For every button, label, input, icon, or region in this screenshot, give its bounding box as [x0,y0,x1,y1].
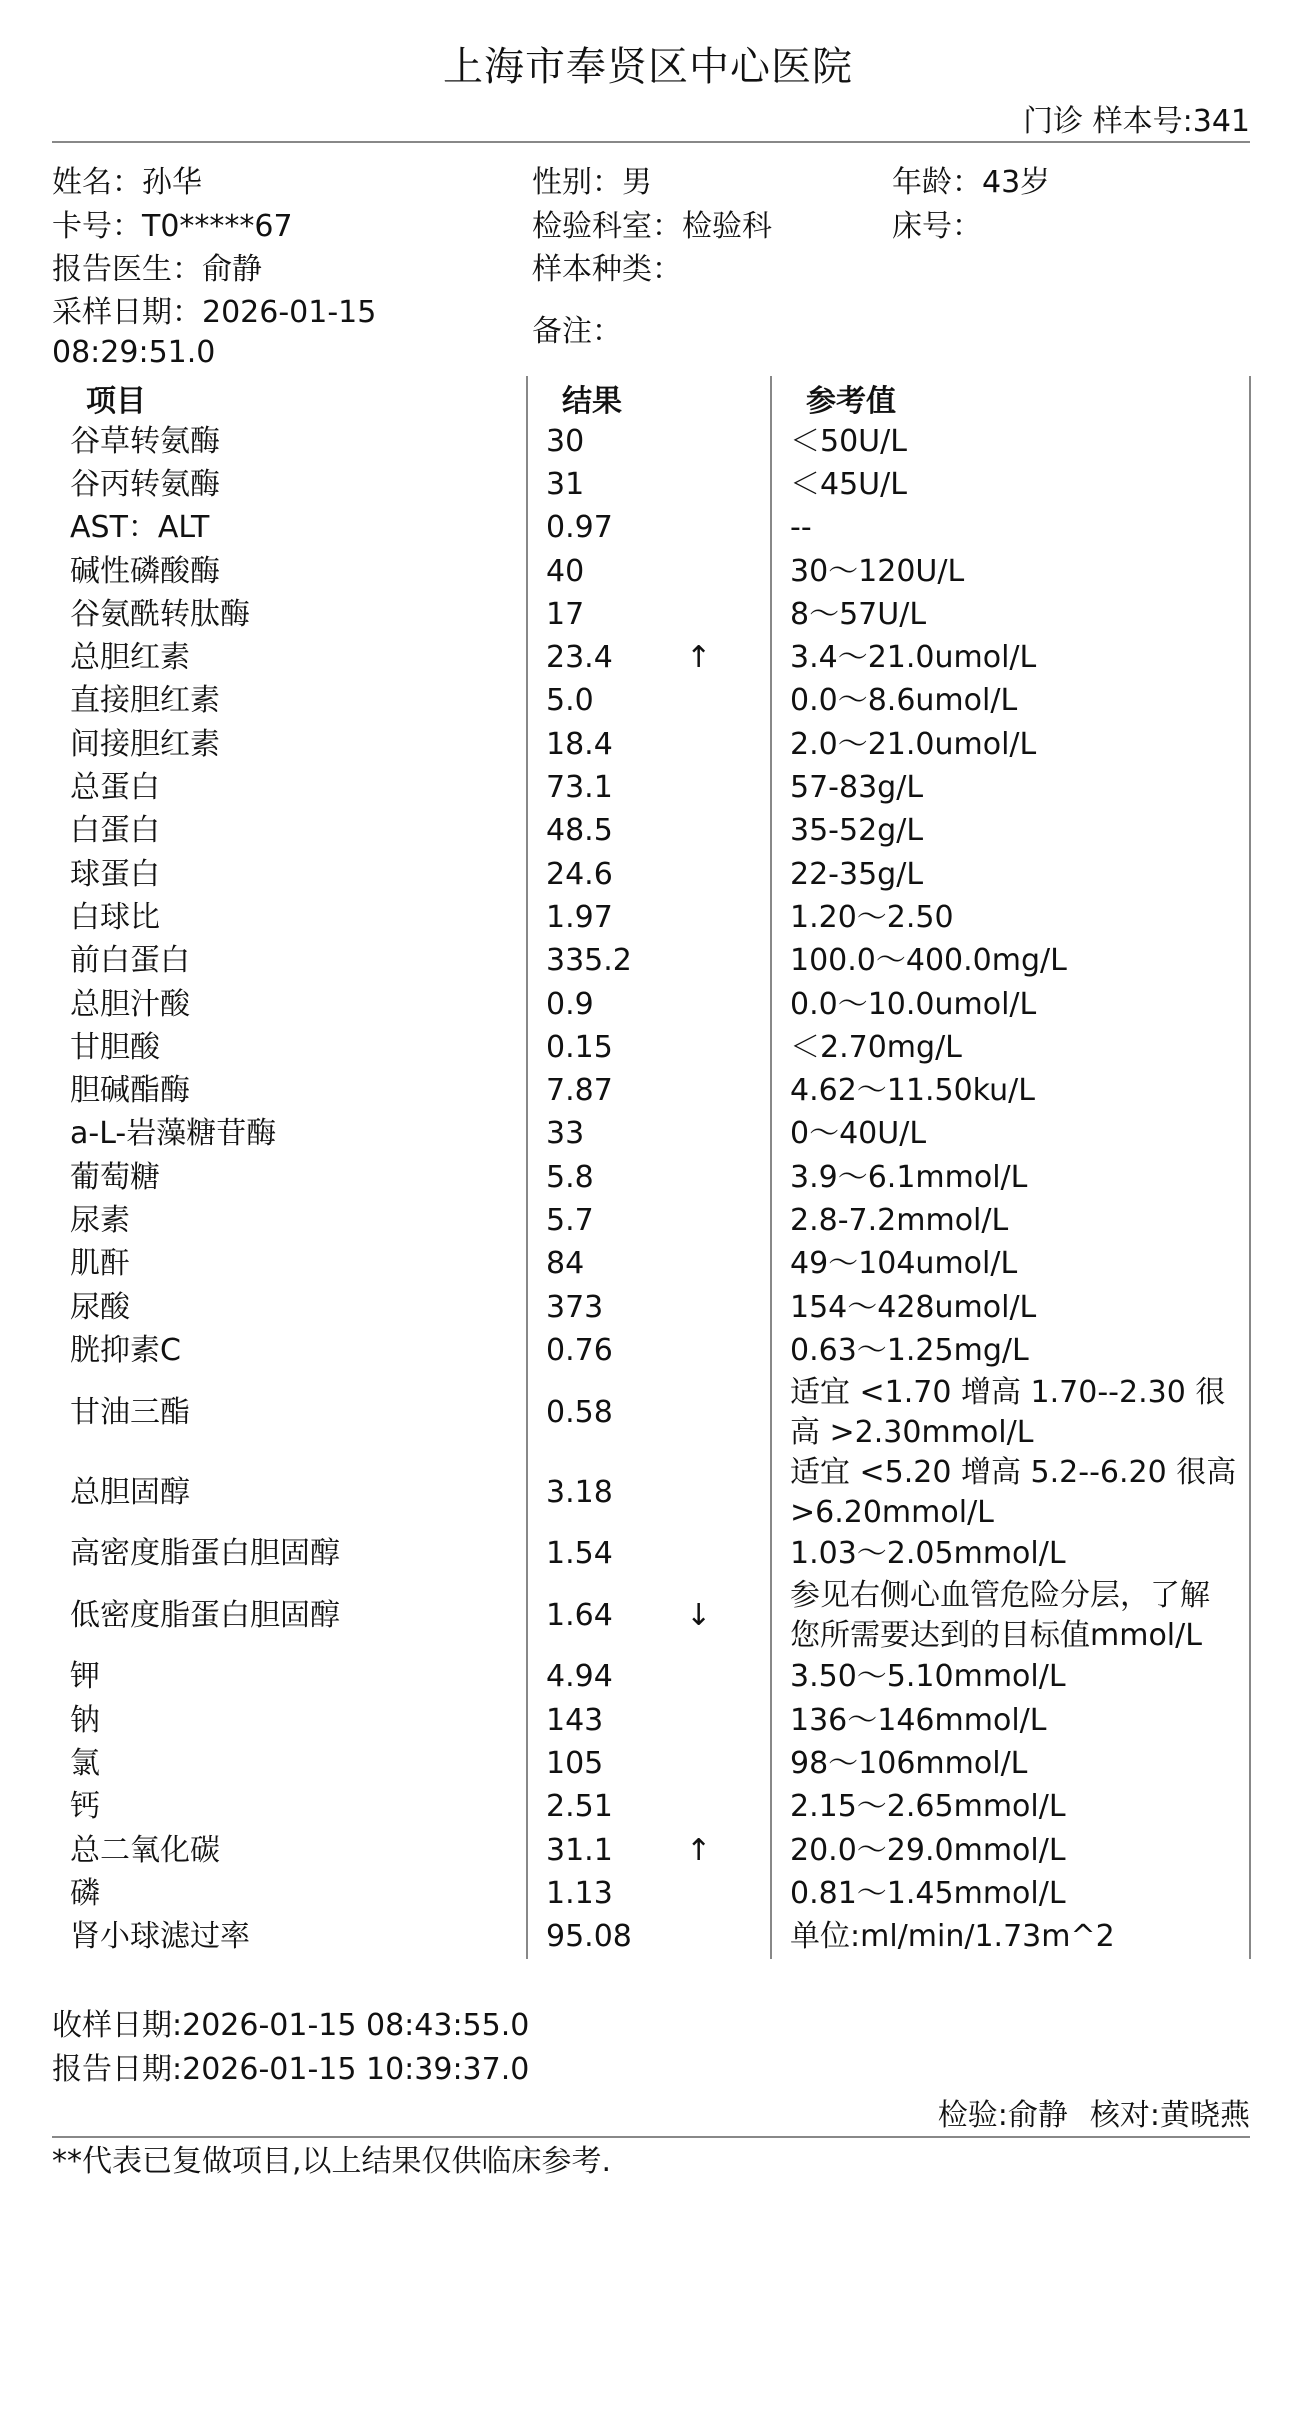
row-result-value: 335.2 [546,943,632,979]
row-result-cell [527,593,771,636]
table-row [52,1576,1250,1656]
row-result-value: 0.9 [546,986,594,1022]
row-result-value: 31 [546,466,585,502]
arrow-up-icon: ↑ [686,640,712,676]
table-row [52,636,1250,679]
row-item-name: 氯 [70,1746,100,1782]
row-reference-range: 0.63～1.25mg/L [771,1329,1250,1372]
row-result-cell [527,1872,771,1915]
row-reference-range: 30～120U/L [771,550,1250,593]
row-reference-range: 0.0～8.6umol/L [771,680,1250,723]
row-result-cell [527,1829,771,1872]
table-row [52,983,1250,1026]
hospital-title: 上海市奉贤区中心医院 [443,44,853,90]
row-item-name: 甘胆酸 [70,1029,160,1065]
table-row [52,1113,1250,1156]
row-reference-range: 136～146mmol/L [771,1699,1250,1742]
row-result-value: 0.15 [546,1029,613,1065]
arrow-down-icon: ↓ [686,1597,712,1633]
patient-name: 姓名：孙华 [52,165,202,200]
checker: 核对:黄晓燕 [1089,2098,1250,2133]
row-result-cell [527,983,771,1026]
disclaimer-note: **代表已复做项目,以上结果仅供临床参考. [52,2144,612,2179]
row-result-cell [527,1069,771,1112]
row-reference-range: ＜2.70mg/L [771,1026,1250,1069]
row-result-cell [527,1026,771,1069]
table-row [52,1829,1250,1872]
row-result-cell [527,1533,771,1576]
row-result-cell [527,1243,771,1286]
row-result-value: 0.58 [546,1394,613,1430]
table-row [52,593,1250,636]
row-result-value: 95.08 [546,1919,632,1955]
row-reference-range: 2.8-7.2mmol/L [771,1199,1250,1242]
row-result-cell [527,1453,771,1533]
row-result-value: 105 [546,1746,604,1782]
row-item-name: a-L-岩藻糖苷酶 [70,1116,277,1152]
row-item-name: 高密度脂蛋白胆固醇 [70,1536,340,1572]
row-reference-range: 适宜 <5.20 增高 5.2--6.20 很高 >6.20mmol/L [771,1453,1250,1533]
row-item-name: 前白蛋白 [70,943,190,979]
patient-sex: 性别：男 [532,165,652,200]
row-result-cell [527,1742,771,1785]
row-reference-range: 2.0～21.0umol/L [771,723,1250,766]
row-result-cell [527,463,771,506]
row-item-name: AST：ALT [70,510,210,546]
table-header-row [52,376,1250,420]
row-result-value: 5.7 [546,1202,594,1238]
arrow-up-icon: ↑ [686,1832,712,1868]
row-item-name: 总胆汁酸 [70,986,190,1022]
row-reference-range: 1.03～2.05mmol/L [771,1533,1250,1576]
row-result-cell [527,1286,771,1329]
row-reference-range: 0.81～1.45mmol/L [771,1872,1250,1915]
row-result-cell [527,1373,771,1453]
sample-type: 样本种类： [532,252,682,287]
row-reference-range: 98～106mmol/L [771,1742,1250,1785]
table-row [52,940,1250,983]
table-row [52,1069,1250,1112]
table-row [52,1026,1250,1069]
row-result-value: 7.87 [546,1073,613,1109]
table-row [52,1243,1250,1286]
header-reference: 参考值 [771,376,1250,420]
row-result-value: 17 [546,596,585,632]
table-row [52,1742,1250,1785]
row-item-name: 球蛋白 [70,856,160,892]
table-row [52,896,1250,939]
row-result-value: 1.13 [546,1875,613,1911]
row-item-name: 尿素 [70,1202,130,1238]
row-result-value: 24.6 [546,856,613,892]
row-result-value: 1.97 [546,899,613,935]
row-result-cell [527,636,771,679]
row-result-value: 23.4 [546,640,613,676]
row-result-value: 143 [546,1702,604,1738]
sample-number: 门诊 样本号:341 [1023,104,1250,139]
table-row [52,1656,1250,1699]
row-item-name: 胆碱酯酶 [70,1073,190,1109]
table-row [52,723,1250,766]
row-item-name: 胱抑素C [70,1332,181,1368]
row-result-value: 1.64 [546,1597,613,1633]
row-item-name: 钾 [70,1659,100,1695]
row-result-value: 48.5 [546,813,613,849]
table-row [52,1373,1250,1453]
received-date: 收样日期:2026-01-15 08:43:55.0 [52,2008,530,2043]
row-item-name: 谷草转氨酶 [70,423,220,459]
row-reference-range: ＜50U/L [771,420,1250,463]
remark: 备注： [532,314,622,349]
row-result-cell [527,766,771,809]
row-result-value: 373 [546,1289,604,1325]
row-result-value: 1.54 [546,1536,613,1572]
signatures [938,2096,1250,2136]
row-result-cell [527,896,771,939]
row-result-value: 40 [546,553,585,589]
row-item-name: 钠 [70,1702,100,1738]
row-reference-range: 22-35g/L [771,853,1250,896]
row-reference-range: 2.15～2.65mmol/L [771,1786,1250,1829]
row-result-cell [527,550,771,593]
row-reference-range: 0.0～10.0umol/L [771,983,1250,1026]
row-item-name: 肾小球滤过率 [70,1919,250,1955]
row-item-name: 直接胆红素 [70,683,220,719]
table-row [52,463,1250,506]
row-result-cell [527,940,771,983]
table-row [52,1156,1250,1199]
header-item: 项目 [86,384,146,419]
row-result-value: 73.1 [546,770,613,806]
table-row [52,1533,1250,1576]
results-table [52,376,1251,1959]
row-result-value: 5.8 [546,1159,594,1195]
row-result-cell [527,853,771,896]
row-item-name: 尿酸 [70,1289,130,1325]
row-result-cell [527,1699,771,1742]
row-result-cell [527,507,771,550]
row-reference-range: 参见右侧心血管危险分层，了解您所需要达到的目标值mmol/L [771,1576,1250,1656]
row-result-value: 33 [546,1116,585,1152]
row-reference-range: ＜45U/L [771,463,1250,506]
table-row [52,1699,1250,1742]
row-reference-range: 适宜 <1.70 增高 1.70--2.30 很高 >2.30mmol/L [771,1373,1250,1453]
row-item-name: 总胆红素 [70,640,190,676]
row-item-name: 总蛋白 [70,770,160,806]
tester: 检验:俞静 [937,2098,1068,2133]
header-result: 结果 [527,376,771,420]
row-result-cell [527,810,771,853]
row-item-name: 低密度脂蛋白胆固醇 [70,1597,340,1633]
row-result-value: 5.0 [546,683,594,719]
row-reference-range: 3.50～5.10mmol/L [771,1656,1250,1699]
row-result-value: 2.51 [546,1789,613,1825]
lab-department: 检验科室：检验科 [532,209,772,244]
table-row [52,1453,1250,1533]
row-reference-range: 3.4～21.0umol/L [771,636,1250,679]
row-item-name: 谷氨酰转肽酶 [70,596,250,632]
row-item-name: 葡萄糖 [70,1159,160,1195]
row-result-value: 84 [546,1246,585,1282]
row-reference-range: 4.62～11.50ku/L [771,1069,1250,1112]
bed-number: 床号： [892,209,982,244]
row-reference-range: 154～428umol/L [771,1286,1250,1329]
row-result-cell [527,1576,771,1656]
table-row [52,1786,1250,1829]
row-result-cell [527,1199,771,1242]
header-divider [52,141,1250,143]
row-reference-range: 35-52g/L [771,810,1250,853]
patient-age: 年龄：43岁 [892,165,1051,200]
row-result-cell [527,1329,771,1372]
row-result-cell [527,1786,771,1829]
row-reference-range: 0～40U/L [771,1113,1250,1156]
report-doctor: 报告医生：俞静 [52,252,262,287]
row-reference-range: 20.0～29.0mmol/L [771,1829,1250,1872]
table-row [52,1286,1250,1329]
row-item-name: 白蛋白 [70,813,160,849]
table-row [52,766,1250,809]
row-reference-range: 1.20～2.50 [771,896,1250,939]
row-reference-range: 8～57U/L [771,593,1250,636]
table-row [52,550,1250,593]
card-number: 卡号：T0*****67 [52,209,293,244]
row-reference-range: 100.0～400.0mg/L [771,940,1250,983]
row-item-name: 总二氧化碳 [70,1832,220,1868]
row-result-cell [527,1916,771,1959]
row-result-cell [527,420,771,463]
row-reference-range: 49～104umol/L [771,1243,1250,1286]
table-row [52,1199,1250,1242]
sampling-date: 采样日期：2026-01-15 08:29:51.0 [52,295,377,370]
row-result-value: 3.18 [546,1474,613,1510]
table-row [52,507,1250,550]
row-item-name: 间接胆红素 [70,726,220,762]
row-reference-range: -- [771,507,1250,550]
row-reference-range: 3.9～6.1mmol/L [771,1156,1250,1199]
row-item-name: 谷丙转氨酶 [70,466,220,502]
row-item-name: 钙 [70,1789,100,1825]
row-item-name: 白球比 [70,899,160,935]
row-item-name: 总胆固醇 [70,1474,190,1510]
row-result-value: 30 [546,423,585,459]
row-item-name: 肌酐 [70,1246,130,1282]
row-item-name: 磷 [70,1875,100,1911]
row-result-cell [527,723,771,766]
row-result-cell [527,680,771,723]
row-result-value: 18.4 [546,726,613,762]
row-result-value: 4.94 [546,1659,613,1695]
table-row [52,853,1250,896]
table-row [52,810,1250,853]
report-date: 报告日期:2026-01-15 10:39:37.0 [52,2052,530,2087]
footer-divider [52,2136,1250,2138]
row-result-value: 31.1 [546,1832,613,1868]
row-result-cell [527,1113,771,1156]
row-reference-range: 57-83g/L [771,766,1250,809]
row-reference-range: 单位:ml/min/1.73m^2 [771,1916,1250,1959]
table-row [52,1916,1250,1959]
table-row [52,680,1250,723]
row-result-cell [527,1156,771,1199]
row-result-cell [527,1656,771,1699]
row-result-value: 0.97 [546,510,613,546]
row-item-name: 碱性磷酸酶 [70,553,220,589]
table-row [52,1872,1250,1915]
table-row [52,1329,1250,1372]
table-row [52,420,1250,463]
row-item-name: 甘油三酯 [70,1394,190,1430]
row-result-value: 0.76 [546,1332,613,1368]
